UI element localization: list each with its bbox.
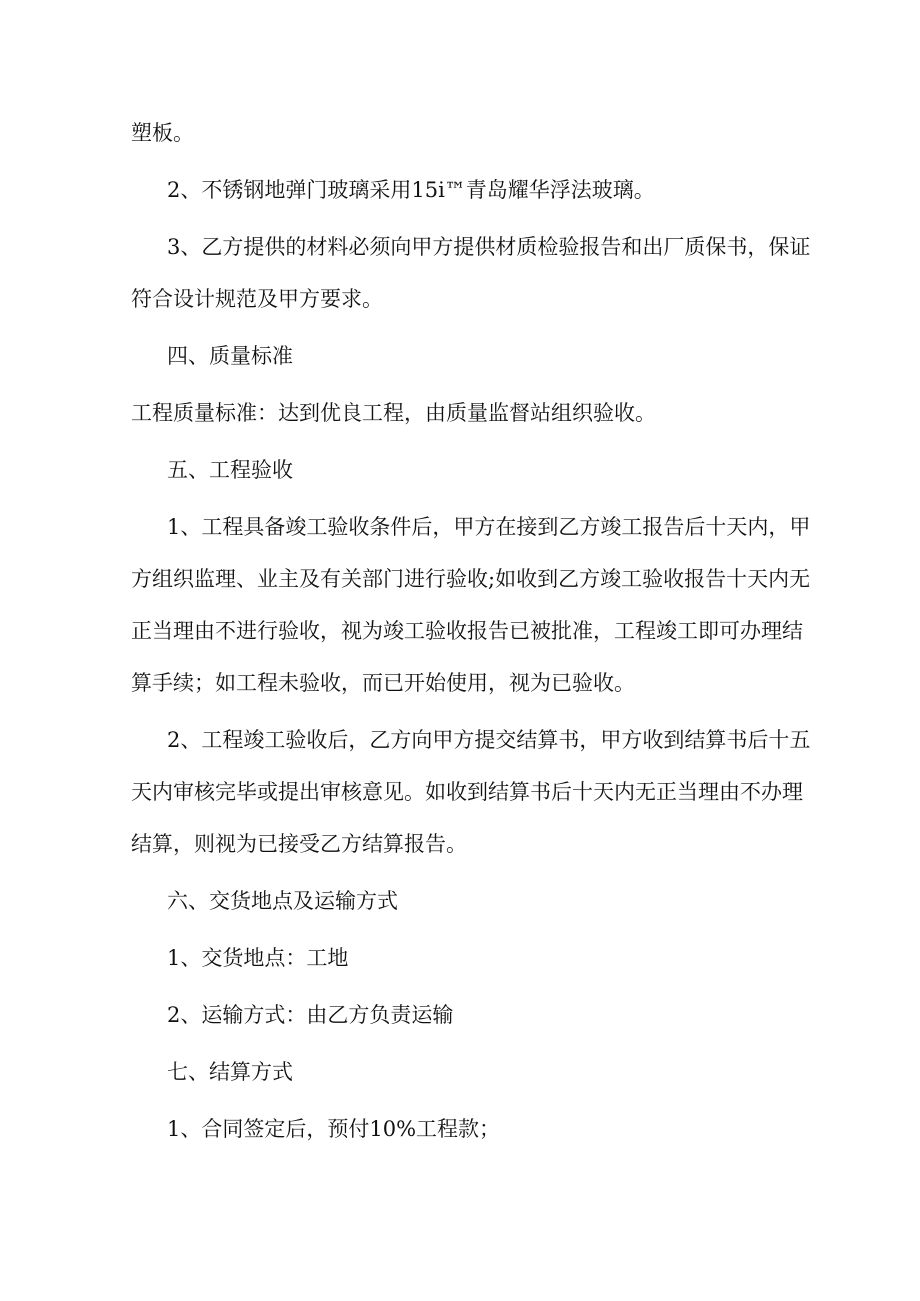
document-body <box>131 107 811 1160</box>
section-heading-quality: 四、质量标准 <box>167 344 293 368</box>
paragraph-settlement-1: 1、合同签定后，预付10%工程款； <box>167 1117 501 1141</box>
section-heading-delivery: 六、交货地点及运输方式 <box>167 889 398 913</box>
paragraph-2: 2、不锈钢地弹门玻璃采用15i™青岛耀华浮法玻璃。 <box>167 178 655 202</box>
paragraph-1: 塑板。 <box>131 121 194 145</box>
paragraph-delivery-1: 1、交货地点：工地 <box>167 946 349 970</box>
paragraph-delivery-2: 2、运输方式：由乙方负责运输 <box>167 1003 454 1027</box>
section-heading-acceptance: 五、工程验收 <box>167 458 293 482</box>
paragraph-3: 3、乙方提供的材料必须向甲方提供材质检验报告和出厂质保书，保证符合设计规范及甲方要求。 <box>131 235 811 311</box>
section-heading-settlement: 七、结算方式 <box>167 1060 293 1084</box>
paragraph-acceptance-2: 2、工程竣工验收后，乙方向甲方提交结算书，甲方收到结算书后十五天内审核完毕或提出审核意见。如收到结算书后十天内无正当理由不办理结算，则视为已接受乙方结算报告。 <box>131 728 811 856</box>
paragraph-quality-standard: 工程质量标准：达到优良工程，由质量监督站组织验收。 <box>131 401 656 425</box>
paragraph-acceptance-1: 1、工程具备竣工验收条件后，甲方在接到乙方竣工报告后十天内，甲方组织监理、业主及有关部门进行验收;如收到乙方竣工验收报告十天内无正当理由不进行验收，视为竣工验收报告已被批准，工程竣工即可办理结算手续；如工程未验收，而已开始使用，视为已验收。 <box>131 515 811 695</box>
